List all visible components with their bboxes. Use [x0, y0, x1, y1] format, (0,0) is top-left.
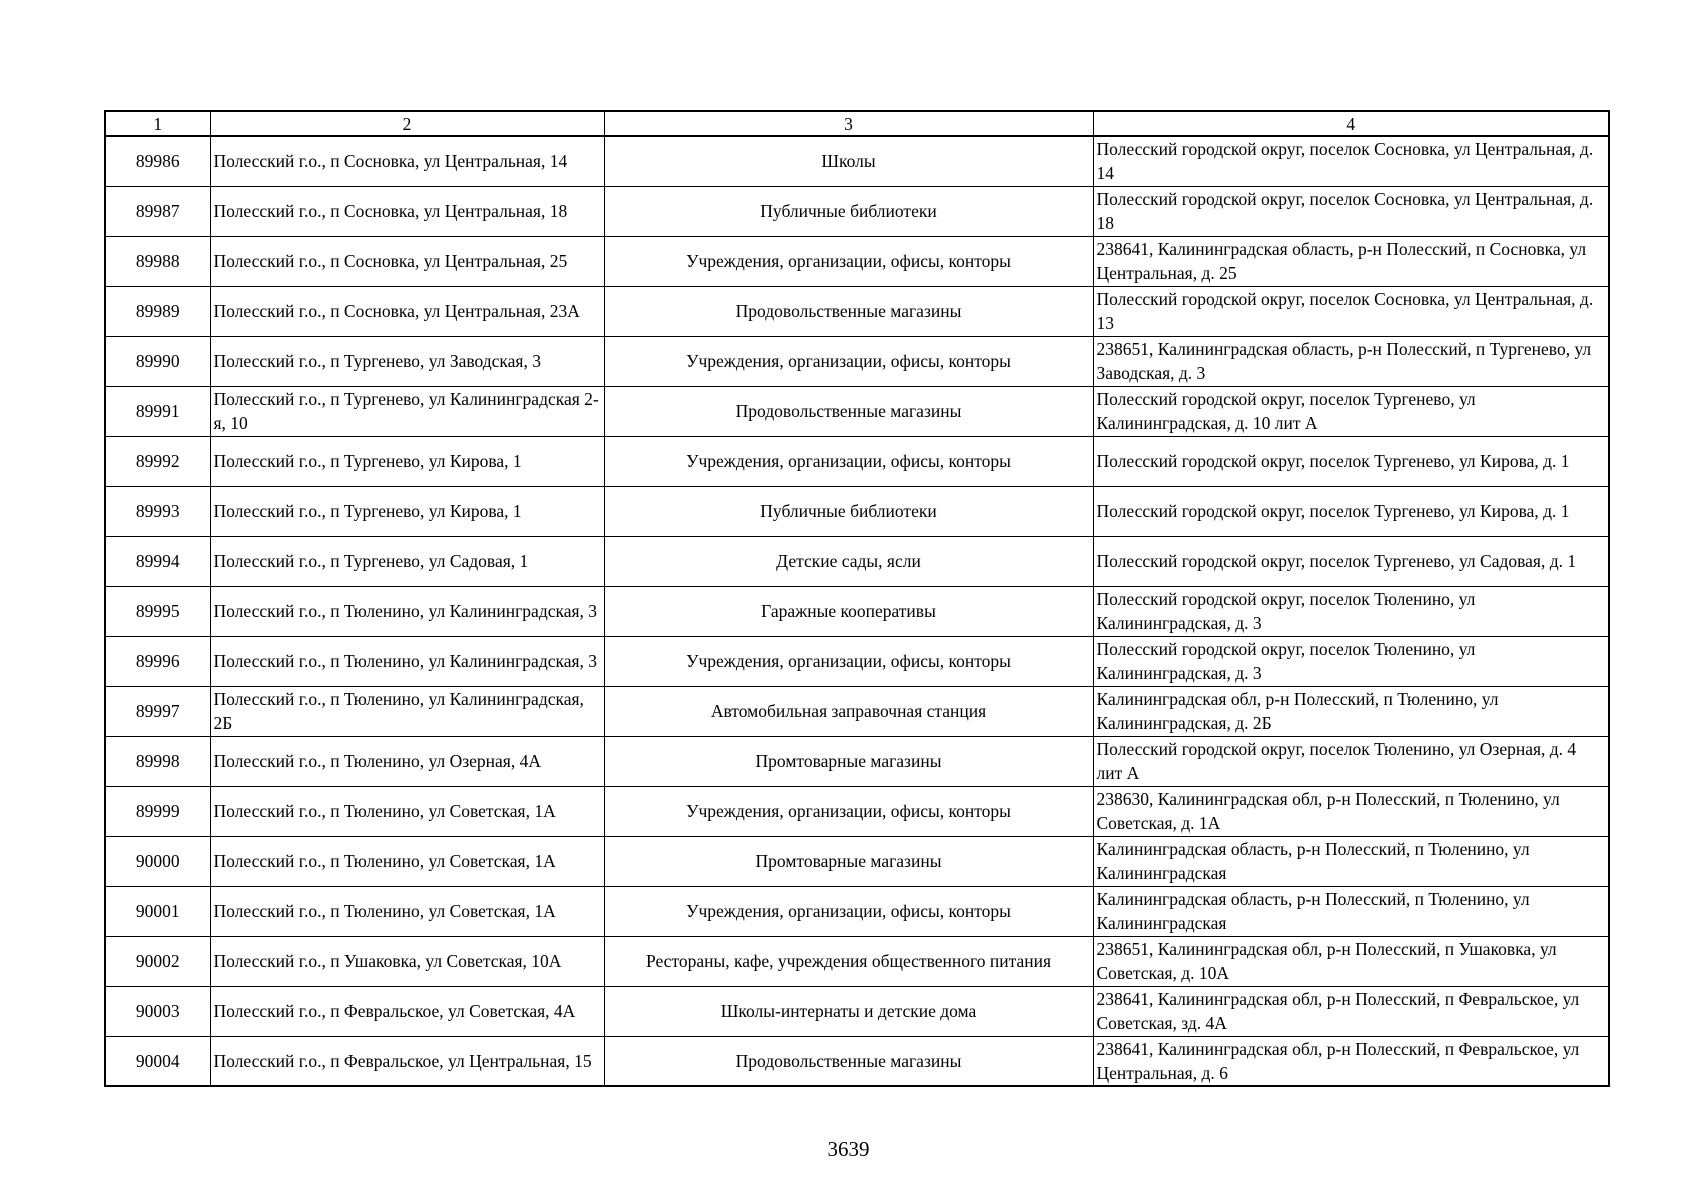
row-id-cell: 89998 [105, 736, 210, 786]
table-row [105, 936, 1609, 986]
category-cell: Продовольственные магазины [604, 386, 1093, 436]
row-id-cell: 89993 [105, 486, 210, 536]
category-cell: Публичные библиотеки [604, 486, 1093, 536]
table-row [105, 1036, 1609, 1086]
full-address-cell: 238641, Калининградская обл, р-н Полесский, п Февральское, ул Центральная, д. 6 [1093, 1036, 1609, 1086]
table-row [105, 136, 1609, 186]
full-address-cell: Калининградская обл, р-н Полесский, п Тюленино, ул Калининградская, д. 2Б [1093, 686, 1609, 736]
short-address-cell: Полесский г.о., п Тюленино, ул Калининградская, 2Б [210, 686, 604, 736]
short-address-cell: Полесский г.о., п Сосновка, ул Центральная, 14 [210, 136, 604, 186]
category-cell: Учреждения, организации, офисы, конторы [604, 336, 1093, 386]
table-row [105, 636, 1609, 686]
category-cell: Продовольственные магазины [604, 286, 1093, 336]
full-address-cell: Полесский городской округ, поселок Сосновка, ул Центральная, д. 18 [1093, 186, 1609, 236]
table-row [105, 286, 1609, 336]
category-cell: Школы-интернаты и детские дома [604, 986, 1093, 1036]
full-address-cell: 238651, Калининградская область, р-н Полесский, п Тургенево, ул Заводская, д. 3 [1093, 336, 1609, 386]
full-address-cell: 238641, Калининградская обл, р-н Полесский, п Февральское, ул Советская, зд. 4А [1093, 986, 1609, 1036]
full-address-cell: Полесский городской округ, поселок Сосновка, ул Центральная, д. 14 [1093, 136, 1609, 186]
full-address-cell: Полесский городской округ, поселок Тюленино, ул Озерная, д. 4 лит А [1093, 736, 1609, 786]
header-col-4: 4 [1093, 111, 1609, 136]
full-address-cell: Полесский городской округ, поселок Тургенево, ул Калининградская, д. 10 лит А [1093, 386, 1609, 436]
row-id-cell: 89992 [105, 436, 210, 486]
short-address-cell: Полесский г.о., п Тургенево, ул Заводская, 3 [210, 336, 604, 386]
table-row [105, 336, 1609, 386]
category-cell: Автомобильная заправочная станция [604, 686, 1093, 736]
category-cell: Продовольственные магазины [604, 1036, 1093, 1086]
short-address-cell: Полесский г.о., п Тургенево, ул Кирова, 1 [210, 436, 604, 486]
short-address-cell: Полесский г.о., п Сосновка, ул Центральная, 18 [210, 186, 604, 236]
short-address-cell: Полесский г.о., п Ушаковка, ул Советская, 10А [210, 936, 604, 986]
table-row [105, 686, 1609, 736]
table-row [105, 786, 1609, 836]
row-id-cell: 89999 [105, 786, 210, 836]
header-col-1: 1 [105, 111, 210, 136]
full-address-cell: 238651, Калининградская обл, р-н Полесский, п Ушаковка, ул Советская, д. 10А [1093, 936, 1609, 986]
full-address-cell: Полесский городской округ, поселок Сосновка, ул Центральная, д. 13 [1093, 286, 1609, 336]
category-cell: Школы [604, 136, 1093, 186]
category-cell: Рестораны, кафе, учреждения общественного питания [604, 936, 1093, 986]
short-address-cell: Полесский г.о., п Февральское, ул Советская, 4А [210, 986, 604, 1036]
short-address-cell: Полесский г.о., п Тургенево, ул Калининградская 2-я, 10 [210, 386, 604, 436]
row-id-cell: 90000 [105, 836, 210, 886]
row-id-cell: 89997 [105, 686, 210, 736]
short-address-cell: Полесский г.о., п Тюленино, ул Советская, 1А [210, 886, 604, 936]
row-id-cell: 90004 [105, 1036, 210, 1086]
row-id-cell: 90002 [105, 936, 210, 986]
header-row [105, 111, 1609, 136]
short-address-cell: Полесский г.о., п Тюленино, ул Озерная, 4А [210, 736, 604, 786]
row-id-cell: 89991 [105, 386, 210, 436]
table-row [105, 736, 1609, 786]
row-id-cell: 89987 [105, 186, 210, 236]
row-id-cell: 89988 [105, 236, 210, 286]
category-cell: Учреждения, организации, офисы, конторы [604, 636, 1093, 686]
row-id-cell: 90003 [105, 986, 210, 1036]
full-address-cell: Полесский городской округ, поселок Тюленино, ул Калининградская, д. 3 [1093, 636, 1609, 686]
full-address-cell: Калининградская область, р-н Полесский, п Тюленино, ул Калининградская [1093, 836, 1609, 886]
short-address-cell: Полесский г.о., п Тюленино, ул Советская, 1А [210, 786, 604, 836]
header-col-2: 2 [210, 111, 604, 136]
row-id-cell: 89990 [105, 336, 210, 386]
full-address-cell: Калининградская область, р-н Полесский, п Тюленино, ул Калининградская [1093, 886, 1609, 936]
full-address-cell: Полесский городской округ, поселок Тургенево, ул Садовая, д. 1 [1093, 536, 1609, 586]
table-row [105, 186, 1609, 236]
category-cell: Гаражные кооперативы [604, 586, 1093, 636]
category-cell: Промтоварные магазины [604, 836, 1093, 886]
row-id-cell: 89989 [105, 286, 210, 336]
row-id-cell: 89996 [105, 636, 210, 686]
row-id-cell: 89986 [105, 136, 210, 186]
full-address-cell: 238630, Калининградская обл, р-н Полесский, п Тюленино, ул Советская, д. 1А [1093, 786, 1609, 836]
page-number: 3639 [827, 1137, 870, 1161]
table-row [105, 436, 1609, 486]
full-address-cell: Полесский городской округ, поселок Тюленино, ул Калининградская, д. 3 [1093, 586, 1609, 636]
full-address-cell: Полесский городской округ, поселок Тургенево, ул Кирова, д. 1 [1093, 486, 1609, 536]
category-cell: Публичные библиотеки [604, 186, 1093, 236]
header-col-3: 3 [604, 111, 1093, 136]
category-cell: Учреждения, организации, офисы, конторы [604, 436, 1093, 486]
row-id-cell: 89995 [105, 586, 210, 636]
table-row [105, 386, 1609, 436]
table-row [105, 986, 1609, 1036]
short-address-cell: Полесский г.о., п Тургенево, ул Кирова, 1 [210, 486, 604, 536]
row-id-cell: 90001 [105, 886, 210, 936]
table-header [105, 111, 1609, 136]
short-address-cell: Полесский г.о., п Февральское, ул Центральная, 15 [210, 1036, 604, 1086]
table-body [105, 136, 1609, 1086]
short-address-cell: Полесский г.о., п Сосновка, ул Центральная, 23А [210, 286, 604, 336]
table-row [105, 236, 1609, 286]
short-address-cell: Полесский г.о., п Тюленино, ул Калининградская, 3 [210, 636, 604, 686]
address-table [104, 110, 1610, 1087]
table-row [105, 586, 1609, 636]
category-cell: Детские сады, ясли [604, 536, 1093, 586]
category-cell: Учреждения, организации, офисы, конторы [604, 786, 1093, 836]
category-cell: Промтоварные магазины [604, 736, 1093, 786]
table-row [105, 836, 1609, 886]
short-address-cell: Полесский г.о., п Тюленино, ул Советская, 1А [210, 836, 604, 886]
category-cell: Учреждения, организации, офисы, конторы [604, 886, 1093, 936]
full-address-cell: 238641, Калининградская область, р-н Полесский, п Сосновка, ул Центральная, д. 25 [1093, 236, 1609, 286]
table-row [105, 486, 1609, 536]
full-address-cell: Полесский городской округ, поселок Тургенево, ул Кирова, д. 1 [1093, 436, 1609, 486]
table-row [105, 886, 1609, 936]
short-address-cell: Полесский г.о., п Тюленино, ул Калининградская, 3 [210, 586, 604, 636]
short-address-cell: Полесский г.о., п Тургенево, ул Садовая, 1 [210, 536, 604, 586]
short-address-cell: Полесский г.о., п Сосновка, ул Центральная, 25 [210, 236, 604, 286]
category-cell: Учреждения, организации, офисы, конторы [604, 236, 1093, 286]
row-id-cell: 89994 [105, 536, 210, 586]
table-row [105, 536, 1609, 586]
